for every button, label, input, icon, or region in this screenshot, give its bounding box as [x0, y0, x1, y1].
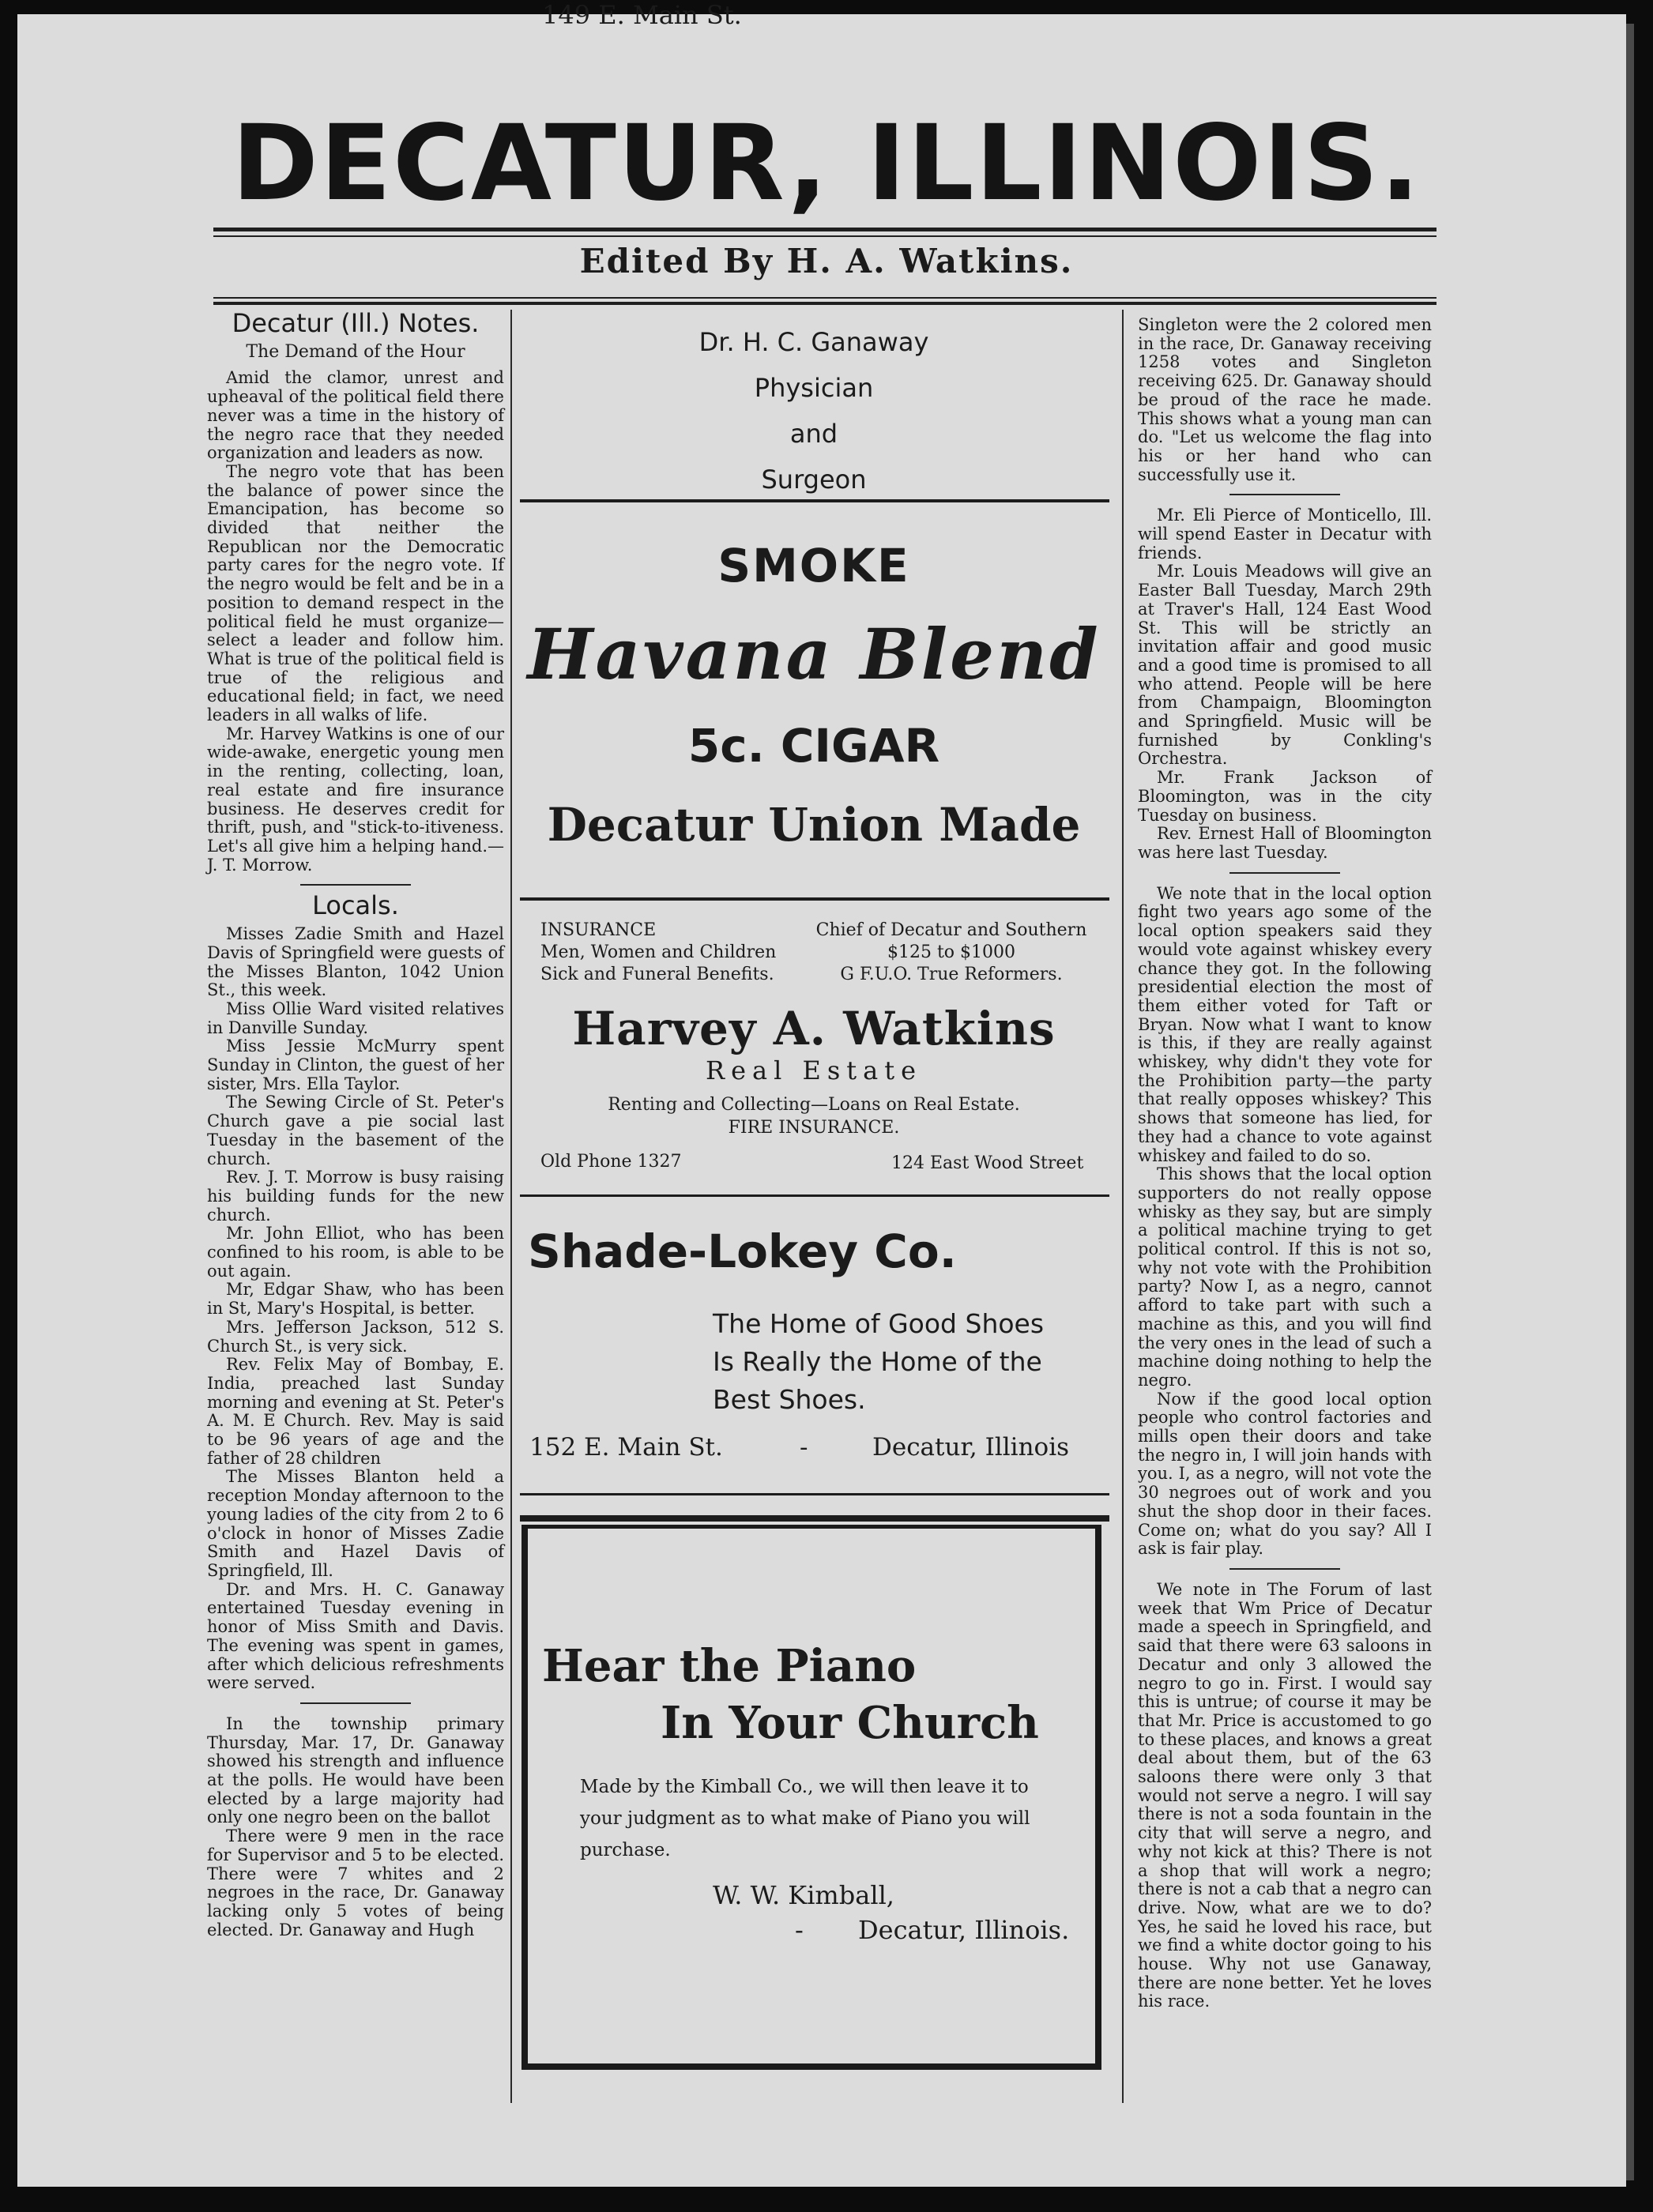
piano-city: Decatur, Illinois. — [858, 1915, 1070, 1945]
realestate-address: 124 East Wood Street — [891, 1153, 1084, 1173]
insurance-right — [809, 920, 1094, 986]
ad-divider — [520, 1493, 1109, 1495]
local-item: The Sewing Circle of St. Peter's Church gave a pie social last Tuesday in the basement of the church. — [207, 1093, 504, 1168]
local-item: Mrs. Jefferson Jackson, 512 S. Church St., is very sick. — [207, 1317, 504, 1356]
ad-divider — [520, 1194, 1109, 1197]
left-column — [207, 308, 504, 1939]
primary-paragraph: In the township primary Thursday, Mar. 17, Dr. Ganaway showed his strength and influence at the polls. He would have been elected by a large majority had only one negro been on the ballot — [207, 1714, 504, 1827]
column-divider-left — [510, 310, 512, 2103]
shoes-line-1: The Home of Good Shoes — [713, 1308, 1045, 1339]
note-paragraph: Amid the clamor, unrest and upheaval of the political field there never was a time in the history of the negro race that they needed organization and leaders as now. — [207, 368, 504, 463]
piano-dash: - — [795, 1915, 804, 1945]
masthead-title: DECATUR, ILLINOIS. — [232, 103, 1421, 224]
option-paragraph: This shows that the local option supporters do not really oppose whisky as they say, but are simply a political machine trying to get political control. If this is not so, why not vote with the Prohibition party? Now I, as a negro, cannot afford to take part with such a machine as this, and you will find the very ones in the lead of such a machine doing nothing to help the negro. — [1138, 1164, 1432, 1390]
realestate-label: Real Estate — [705, 1055, 923, 1085]
cigar-price: 5c. CIGAR — [687, 719, 940, 773]
section-rule — [300, 884, 411, 886]
shoes-line-3: Best Shoes. — [713, 1384, 866, 1415]
option-paragraph: We note that in the local option fight two years ago some of the local option speakers said they would vote against whiskey every chance they got. In the following presidential election the most of them either voted for Taft or Bryan. Now what I want to know is this, if they are really against whiskey, why didn't they vote for the Prohibition party—the party that really opposes whiskey? This shows that someone has lied, for they had a chance to vote against whiskey and failed to do so. — [1138, 883, 1432, 1165]
piano-text-line-3: purchase. — [580, 1840, 671, 1860]
section-rule — [1229, 872, 1340, 874]
section-rule — [1229, 494, 1340, 495]
shoes-street: 152 E. Main St. — [529, 1433, 723, 1462]
shoes-slogan — [713, 1305, 1044, 1419]
realestate-name: Harvey A. Watkins — [572, 1002, 1056, 1055]
piano-street: 149 E. Main St. — [542, 0, 742, 30]
cigar-brand: Havana Blend — [527, 613, 1101, 695]
insurance-amount: $125 to $1000 — [887, 942, 1016, 962]
section-rule — [300, 1702, 411, 1704]
shoes-line-2: Is Really the Home of the — [713, 1346, 1042, 1377]
editor-rule-thin — [213, 297, 1436, 299]
local-item: Miss Ollie Ward visited relatives in Danville Sunday. — [207, 999, 504, 1037]
insurance-chief: Chief of Decatur and Southern — [815, 920, 1087, 940]
ad-divider — [520, 499, 1109, 502]
editor-rule-thick — [213, 302, 1436, 305]
shoes-city: Decatur, Illinois — [872, 1433, 1070, 1462]
piano-text-line-1: Made by the Kimball Co., we will then leave it to — [580, 1777, 1029, 1797]
local-item: Rev. J. T. Morrow is busy raising his building funds for the new church. — [207, 1168, 504, 1224]
piano-dealer: W. W. Kimball, — [713, 1880, 894, 1910]
local-item: Miss Jessie McMurry spent Sunday in Clinton, the guest of her sister, Mrs. Ella Taylor. — [207, 1036, 504, 1093]
insurance-benefits: Sick and Funeral Benefits. — [540, 965, 774, 984]
option-paragraph: Now if the good local option people who control factories and mills open their doors and take the negro in, I will join hands with you. I, as a negro, will not vote the 30 negroes out of work and you shut the shop door in their faces. Come on; what do you say? All I ask is fair play. — [1138, 1389, 1432, 1559]
right-item: Mr. Frank Jackson of Bloomington, was in the city Tuesday on business. — [1138, 768, 1432, 825]
right-item: Mr. Louis Meadows will give an Easter Ball Tuesday, March 29th at Traver's Hall, 124 East Wood St. This will be strictly an invitation affair and good music and a good time is promised to all who attend. People will be here from Champaign, Bloomington and Springfield. Music will be furnished by Conkling's Orchestra. — [1138, 562, 1432, 769]
cigar-union: Decatur Union Made — [547, 798, 1081, 852]
fire-insurance-line: FIRE INSURANCE. — [728, 1118, 900, 1138]
masthead-rule-thin — [213, 235, 1436, 237]
notes-heading: Decatur (Ill.) Notes. — [232, 308, 480, 338]
local-item: Misses Zadie Smith and Hazel Davis of Springfield were guests of the Misses Blanton, 1042 Union St., this week. — [207, 924, 504, 1000]
editor-line: Edited By H. A. Watkins. — [579, 242, 1074, 280]
renting-line: Renting and Collecting—Loans on Real Estate. — [608, 1095, 1020, 1115]
primary-paragraph: There were 9 men in the race for Supervisor and 5 to be elected. There were 7 whites and 2 negroes in the race, Dr. Ganaway lacking only 5 votes of being elected. Dr. Ganaway and Hugh — [207, 1826, 504, 1939]
insurance-left — [540, 920, 776, 986]
right-item: Mr. Eli Pierce of Monticello, Ill. will spend Easter in Decatur with friends. — [1138, 506, 1432, 562]
note-paragraph: The negro vote that has been the balance of power since the Emancipation, has become so divided that neither the Republican nor the Democratic party cares for the negro vote. If the negro would be felt and be in a position to demand respect in the political field he must organize—select a leader and follow him. What is true of the political field is true of the religious and educational field; in fact, we need leaders in all walks of life. — [207, 461, 504, 725]
notes-subheading: The Demand of the Hour — [246, 341, 465, 362]
local-item: The Misses Blanton held a reception Monday afternoon to the young ladies of the city from 2 to 6 o'clock in honor of Misses Zadie Smith and Hazel Davis of Springfield, Ill. — [207, 1467, 504, 1580]
piano-text — [580, 1771, 1030, 1866]
masthead-rule-thick — [213, 228, 1436, 231]
section-rule — [1229, 1568, 1340, 1570]
cigar-smoke: SMOKE — [717, 539, 910, 592]
local-item: Rev. Felix May of Bombay, E. India, preached last Sunday morning and evening at St. Peter's A. M. E Church. Rev. May is said to be 96 years of age and the father of 28 children — [207, 1355, 504, 1468]
forum-paragraph: We note in The Forum of last week that Wm Price of Decatur made a speech in Springfield, and said that there were 63 saloons in Decatur and only 3 allowed the negro to go in. First. I would say this is untrue; of course it may be that Mr. Price is accustomed to go to these places, and knows a great deal about them, but of the 63 saloons there were only 3 that would not serve a negro. I will say there is not a soda fountain in the city that will serve a negro, and why not kick at this? There is not a shop that will work a negro; there is not a cab that a negro can drive. Now, what are we to do? Yes, he said he loved his race, but we find a white doctor going to his house. Why not use Ganaway, there are none better. Yet he loves his race. — [1138, 1580, 1432, 2011]
piano-text-line-2: your judgment as to what make of Piano you will — [580, 1808, 1030, 1829]
right-item: Rev. Ernest Hall of Bloomington was here last Tuesday. — [1138, 824, 1432, 862]
page-edge-shadow — [1626, 24, 1634, 2180]
ad-divider-thick — [520, 1515, 1109, 1522]
insurance-coverage: Men, Women and Children — [540, 942, 777, 962]
shoes-company: Shade-Lokey Co. — [528, 1224, 957, 1278]
doctor-and: and — [789, 419, 838, 449]
doctor-ad — [518, 319, 1109, 502]
piano-headline-1: Hear the Piano — [542, 1640, 917, 1692]
realestate-phone: Old Phone 1327 — [540, 1152, 682, 1172]
continued-paragraph: Singleton were the 2 colored men in the race, Dr. Ganaway receiving 1258 votes and Singleton receiving 625. Dr. Ganaway should be proud of the race he made. This shows what a young man can do. "Let us welcome the flag into his or her hand who can successfully use it. — [1138, 315, 1432, 484]
doctor-name: Dr. H. C. Ganaway — [698, 327, 929, 357]
local-item: Mr. John Elliot, who has been confined to his room, is able to be out again. — [207, 1224, 504, 1281]
local-item: Dr. and Mrs. H. C. Ganaway entertained Tuesday evening in honor of Miss Smith and Davis. The evening was spent in games, after which delicious refreshments were served. — [207, 1579, 504, 1693]
piano-headline-2: In Your Church — [661, 1697, 1039, 1749]
doctor-title: Physician — [754, 373, 874, 403]
locals-heading: Locals. — [312, 890, 399, 921]
realestate-services — [518, 1093, 1109, 1139]
insurance-label: INSURANCE — [540, 920, 657, 940]
column-divider-right — [1122, 310, 1124, 2103]
ad-divider — [520, 897, 1109, 901]
insurance-order: G F.U.O. True Reformers. — [840, 965, 1063, 984]
note-paragraph: Mr. Harvey Watkins is one of our wide-awake, energetic young men in the renting, collecting, loan, real estate and fire insurance business. He deserves credit for thrift, push, and "stick-to-itiveness. Let's all give him a helping hand.—J. T. Morrow. — [207, 724, 504, 875]
doctor-surgeon: Surgeon — [761, 465, 867, 495]
local-item: Mr, Edgar Shaw, who has been in St, Mary's Hospital, is better. — [207, 1280, 504, 1319]
right-column — [1138, 316, 1432, 2011]
shoes-dash: - — [800, 1433, 808, 1462]
